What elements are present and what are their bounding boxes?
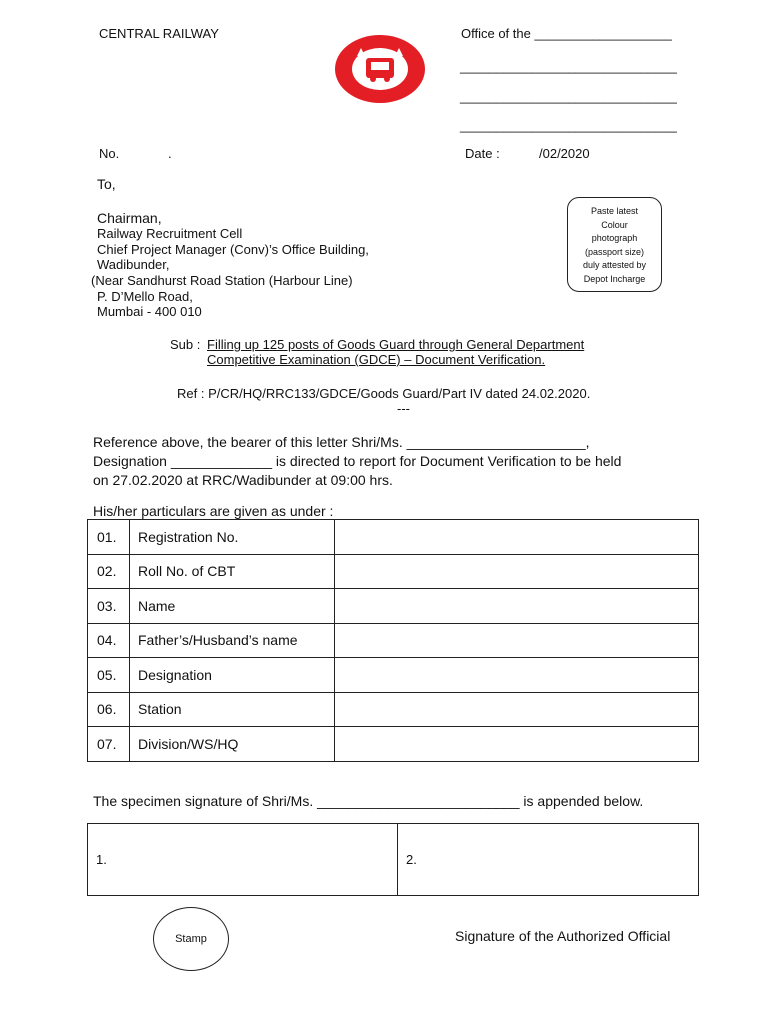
photo-text: duly attested by [582, 260, 647, 270]
signature-cell-2[interactable] [398, 824, 699, 896]
subject-line-1: Filling up 125 posts of Goods Guard through General Department [207, 337, 585, 352]
body-line-2: Designation _____________ is directed to report for Document Verification to be held [93, 453, 622, 469]
body-line-3: on 27.02.2020 at RRC/Wadibunder at 09:00 hrs. [93, 472, 393, 488]
specimen-text: The specimen signature of Shri/Ms. __________________________ is appended below. [93, 793, 644, 809]
row-value-cell[interactable] [335, 554, 699, 589]
row-number: 07. [88, 727, 130, 762]
org-name: CENTRAL RAILWAY [99, 26, 219, 41]
row-label: Division/WS/HQ [130, 727, 335, 762]
photo-text: Paste latest [590, 206, 639, 216]
row-value-cell[interactable] [335, 623, 699, 658]
row-number: 01. [88, 520, 130, 555]
date-value: /02/2020 [539, 146, 590, 161]
date-label: Date : [465, 146, 500, 161]
row-label: Roll No. of CBT [130, 554, 335, 589]
signature-cell-1[interactable] [88, 824, 398, 896]
row-number: 06. [88, 692, 130, 727]
indian-railways-logo-icon [333, 34, 427, 104]
row-number: 04. [88, 623, 130, 658]
table-row [88, 692, 699, 727]
particulars-table [87, 519, 699, 762]
office-line-3[interactable]: ______________________________ [460, 89, 677, 104]
row-value-cell[interactable] [335, 589, 699, 624]
table-row [88, 727, 699, 762]
row-value-cell[interactable] [335, 727, 699, 762]
table-row [88, 658, 699, 693]
row-label: Father’s/Husband’s name [130, 623, 335, 658]
subject-label: Sub : [170, 337, 201, 352]
row-label: Registration No. [130, 520, 335, 555]
office-of-field[interactable]: Office of the ___________________ [461, 26, 672, 41]
signature-label-1: 1. [96, 852, 107, 867]
table-row [88, 554, 699, 589]
row-label: Station [130, 692, 335, 727]
to-label: To, [97, 176, 116, 192]
reference-text: Ref : P/CR/HQ/RRC133/GDCE/Goods Guard/Part IV dated 24.02.2020. [177, 386, 591, 401]
address-line: (Near Sandhurst Road Station (Harbour Line) [91, 273, 353, 288]
stamp-circle [153, 907, 229, 971]
letter-no-label: No. [99, 146, 120, 161]
address-line: Mumbai - 400 010 [97, 304, 202, 319]
particulars-intro: His/her particulars are given as under : [93, 503, 334, 519]
stamp-label: Stamp [175, 933, 207, 945]
row-label: Name [130, 589, 335, 624]
photo-placeholder [567, 197, 662, 292]
address-line: Wadibunder, [97, 257, 170, 272]
table-row [88, 589, 699, 624]
address-line: Railway Recruitment Cell [97, 226, 243, 241]
office-line-2[interactable]: ______________________________ [460, 59, 677, 74]
signature-table [87, 823, 699, 896]
authorized-signature-label: Signature of the Authorized Official [455, 928, 671, 944]
body-line-1: Reference above, the bearer of this letter Shri/Ms. _______________________, [93, 434, 590, 450]
row-number: 05. [88, 658, 130, 693]
photo-text: Depot Incharge [583, 273, 646, 284]
office-line-4[interactable]: ______________________________ [460, 118, 677, 133]
table-row [88, 520, 699, 555]
row-number: 02. [88, 554, 130, 589]
photo-text: Colour [601, 219, 628, 230]
subject-line-2: Competitive Examination (GDCE) – Document Verification. [207, 352, 546, 367]
photo-text: photograph [591, 233, 638, 243]
photo-text: (passport size) [584, 246, 645, 257]
row-value-cell[interactable] [335, 520, 699, 555]
address-line: P. D’Mello Road, [97, 289, 193, 304]
row-number: 03. [88, 589, 130, 624]
letter-no-value: . [168, 146, 172, 161]
row-label: Designation [130, 658, 335, 693]
row-value-cell[interactable] [335, 692, 699, 727]
address-line: Chief Project Manager (Conv)’s Office Building, [97, 242, 369, 257]
signature-label-2: 2. [406, 852, 417, 867]
row-value-cell[interactable] [335, 658, 699, 693]
reference-dashes: --- [397, 401, 410, 416]
address-line: Chairman, [97, 210, 162, 226]
table-row [88, 623, 699, 658]
